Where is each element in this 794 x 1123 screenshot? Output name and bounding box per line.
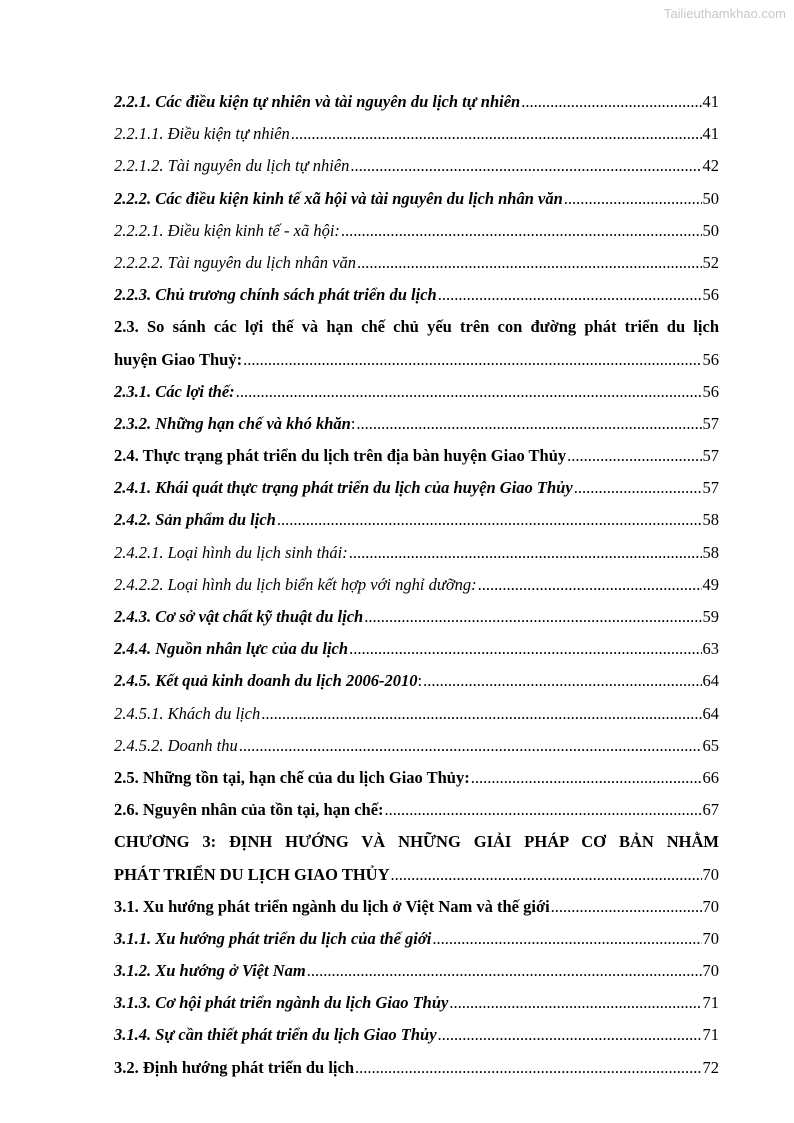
- toc-label: 3.1. Xu hướng phát triển ngành du lịch ở Việt Nam và thế giới: [114, 896, 550, 916]
- toc-entry[interactable]: [114, 440, 719, 472]
- toc-label: 2.4.2.1. Loại hình du lịch sinh thái:: [114, 542, 348, 562]
- toc-label: 3.1.2. Xu hướng ở Việt Nam: [114, 961, 306, 981]
- toc-label: 2.4.2. Sản phẩm du lịch: [114, 510, 276, 530]
- toc-entry[interactable]: [114, 633, 719, 665]
- toc-label: 2.4.5.2. Doanh thu: [114, 735, 238, 755]
- toc-label: 2.4.5. Kết quả kinh doanh du lịch 2006-2010: [114, 671, 418, 691]
- toc-label: 3.2. Định hướng phát triển du lịch: [114, 1057, 355, 1077]
- toc-page: 42: [702, 156, 719, 176]
- toc-page: 49: [702, 574, 719, 594]
- toc-label: 2.4.3. Cơ sở vật chất kỹ thuật du lịch: [114, 607, 364, 626]
- toc-label: 3.1.1. Xu hướng phát triển du lịch của thế giới: [114, 928, 432, 948]
- toc-entry[interactable]: [114, 215, 719, 247]
- toc-leader: [364, 601, 701, 633]
- toc-page: 71: [702, 993, 719, 1013]
- toc-entry[interactable]: [114, 376, 719, 408]
- toc-page: 71: [702, 1025, 719, 1045]
- toc-entry[interactable]: [114, 86, 719, 118]
- toc-entry[interactable]: [114, 1052, 719, 1084]
- toc-leader: [261, 698, 701, 730]
- toc-label: 2.2.2.2. Tài nguyên du lịch nhân văn: [114, 252, 356, 272]
- toc-leader: [432, 923, 701, 955]
- toc-leader: [574, 472, 702, 504]
- toc-page: 65: [702, 735, 719, 755]
- toc-page: 72: [702, 1057, 719, 1077]
- toc-leader: [391, 859, 702, 891]
- toc-page: 64: [702, 671, 719, 691]
- toc-label: 2.5. Những tồn tại, hạn chế của du lịch Giao Thủy:: [114, 767, 470, 787]
- toc-entry[interactable]: [114, 408, 719, 440]
- toc-page: 58: [702, 542, 719, 562]
- toc-page: 70: [702, 961, 719, 981]
- toc-leader: [385, 794, 702, 826]
- toc-entry[interactable]: [114, 987, 719, 1019]
- toc-page: 57: [702, 446, 719, 466]
- toc-entry[interactable]: [114, 537, 719, 569]
- toc-page: 70: [702, 896, 719, 916]
- toc-leader: [291, 118, 702, 150]
- toc-page: 41: [702, 124, 719, 144]
- toc-page: 70: [702, 864, 719, 884]
- toc-leader: [277, 504, 702, 536]
- toc-leader: [349, 537, 702, 569]
- toc-leader: [355, 1052, 701, 1084]
- toc-entry-multiline[interactable]: [114, 826, 719, 890]
- toc-entry[interactable]: [114, 183, 719, 215]
- toc-label: 2.2.1. Các điều kiện tự nhiên và tài nguyên du lịch tự nhiên: [114, 92, 521, 111]
- toc-leader: [243, 344, 701, 376]
- toc-page: 63: [702, 639, 719, 659]
- toc-page: 57: [702, 478, 719, 498]
- toc-label: 3.1.4. Sự cần thiết phát triển du lịch Giao Thủy: [114, 1025, 437, 1045]
- toc-label-suffix: :: [417, 671, 423, 691]
- toc-entry[interactable]: [114, 118, 719, 150]
- toc-page: 56: [702, 381, 719, 401]
- toc-leader: [478, 569, 702, 601]
- toc-label-line1: 2.3. So sánh các lợi thế và hạn chế chủ yếu trên con đường phát triển du lịch: [114, 317, 719, 337]
- toc-page: 50: [702, 188, 719, 208]
- toc-label-line1: CHƯƠNG 3: ĐỊNH HƯỚNG VÀ NHỮNG GIẢI PHÁP CƠ BẢN NHẰM: [114, 832, 719, 852]
- toc-leader: [423, 665, 701, 697]
- toc-label-line2: huyện Giao Thuỷ:: [114, 349, 243, 369]
- toc-label: 2.4.4. Nguồn nhân lực của du lịch: [114, 639, 349, 659]
- toc-entry[interactable]: [114, 794, 719, 826]
- toc-leader: [449, 987, 701, 1019]
- toc-label: 2.4. Thực trạng phát triển du lịch trên địa bàn huyện Giao Thủy: [114, 446, 567, 466]
- toc-page: 41: [702, 92, 719, 111]
- toc-page: 58: [702, 510, 719, 530]
- toc-entry[interactable]: [114, 601, 719, 633]
- toc-leader: [567, 440, 701, 472]
- toc-label-suffix: :: [350, 413, 356, 433]
- toc-leader: [521, 86, 701, 118]
- toc-leader: [239, 730, 702, 762]
- toc-page: 57: [702, 413, 719, 433]
- toc-label: 2.4.2.2. Loại hình du lịch biển kết hợp với nghỉ dưỡng:: [114, 574, 477, 594]
- toc-page: 52: [702, 252, 719, 272]
- toc-page: 56: [702, 285, 719, 305]
- toc-label-line2: PHÁT TRIỂN DU LỊCH GIAO THỦY: [114, 864, 390, 884]
- toc-entry[interactable]: [114, 1019, 719, 1051]
- toc-label: 3.1.3. Cơ hội phát triển ngành du lịch Giao Thủy: [114, 993, 449, 1013]
- toc-entry[interactable]: [114, 279, 719, 311]
- toc-leader: [341, 215, 702, 247]
- toc-entry[interactable]: [114, 891, 719, 923]
- toc-label: 2.2.1.1. Điều kiện tự nhiên: [114, 124, 290, 144]
- toc-entry[interactable]: [114, 665, 719, 697]
- toc-leader: [471, 762, 702, 794]
- toc-page: 56: [702, 349, 719, 369]
- toc-entry[interactable]: [114, 569, 719, 601]
- toc-leader: [438, 1019, 702, 1051]
- toc-entry-multiline[interactable]: [114, 311, 719, 375]
- toc-label: 2.2.1.2. Tài nguyên du lịch tự nhiên: [114, 156, 350, 176]
- toc-label: 2.3.1. Các lợi thế:: [114, 381, 235, 401]
- toc-entry[interactable]: [114, 150, 719, 182]
- toc-label: 2.2.3. Chủ trương chính sách phát triển du lịch: [114, 285, 437, 305]
- toc-entry[interactable]: [114, 955, 719, 987]
- toc-entry[interactable]: [114, 247, 719, 279]
- toc-leader: [350, 150, 701, 182]
- toc-entry[interactable]: [114, 923, 719, 955]
- toc-label: 2.2.2.1. Điều kiện kinh tế - xã hội:: [114, 220, 340, 240]
- toc-entry[interactable]: [114, 762, 719, 794]
- toc-entry[interactable]: [114, 730, 719, 762]
- toc-page: 50: [702, 220, 719, 240]
- toc-leader: [236, 376, 702, 408]
- toc-page: 59: [702, 607, 719, 626]
- toc-label: 2.4.1. Khái quát thực trạng phát triển du lịch của huyện Giao Thủy: [114, 478, 573, 498]
- toc-leader: [564, 183, 702, 215]
- toc-leader: [356, 408, 701, 440]
- toc-leader: [357, 247, 702, 279]
- toc-leader: [438, 279, 702, 311]
- toc-leader: [307, 955, 702, 987]
- toc-entry[interactable]: [114, 472, 719, 504]
- toc-page: 67: [702, 800, 719, 820]
- toc-label: 2.3.2. Những hạn chế và khó khăn: [114, 413, 351, 433]
- toc-leader: [349, 633, 701, 665]
- watermark: Tailieuthamkhao.com: [663, 6, 786, 21]
- toc-page: 64: [702, 703, 719, 723]
- toc-page: 66: [702, 767, 719, 787]
- toc-label: 2.4.5.1. Khách du lịch: [114, 703, 261, 723]
- toc-label: 2.2.2. Các điều kiện kinh tế xã hội và tài nguyên du lịch nhân văn: [114, 188, 563, 208]
- toc-entry[interactable]: [114, 504, 719, 536]
- toc-page: 70: [702, 928, 719, 948]
- toc-label: 2.6. Nguyên nhân của tồn tại, hạn chế:: [114, 800, 384, 820]
- toc-leader: [551, 891, 702, 923]
- table-of-contents: [114, 86, 719, 1084]
- toc-entry[interactable]: [114, 698, 719, 730]
